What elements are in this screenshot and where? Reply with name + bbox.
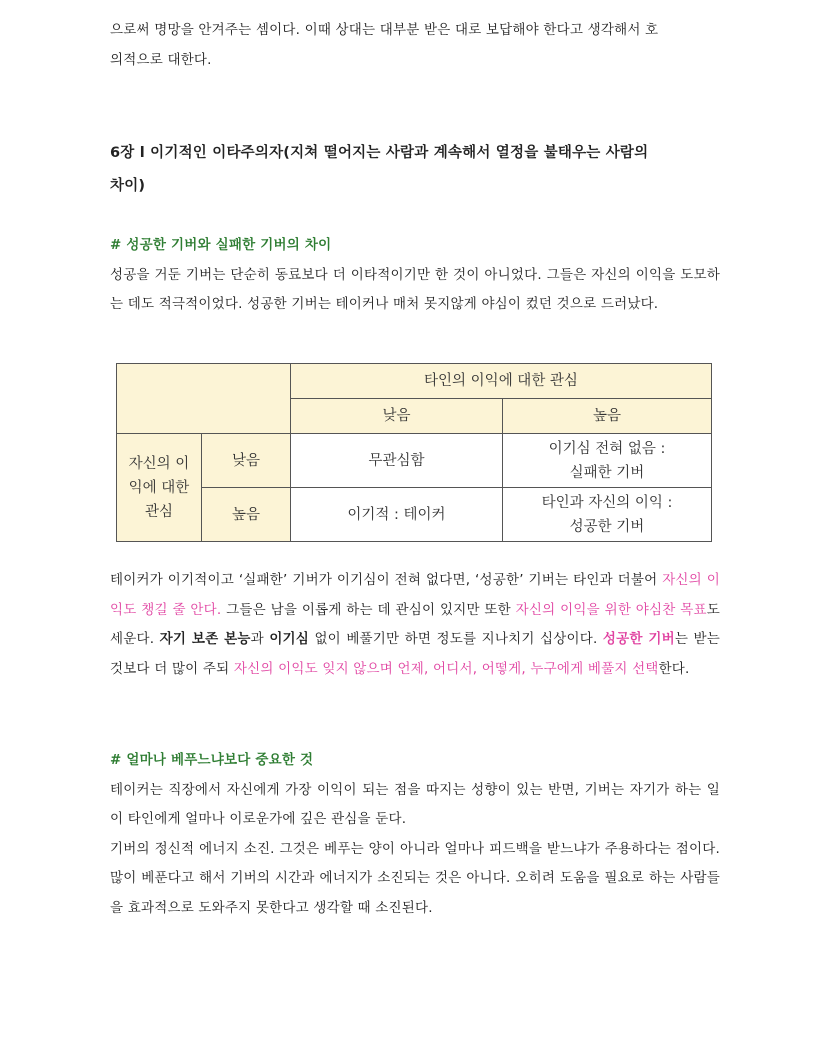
chapter-title-line-1: 6장 l 이기적인 이타주의자(지쳐 떨어지는 사람과 계속해서 열정을 불태우는 사람의 bbox=[110, 145, 649, 161]
col-group-header: 타인의 이익에 대한 관심 bbox=[291, 364, 712, 399]
section-2-paragraph-1: 테이커는 직장에서 자신에게 가장 이익이 되는 점을 따지는 성향이 있는 반면, 기버는 자기가 하는 일이 타인에게 얼마나 이로운가에 깊은 관심을 둔다. bbox=[110, 781, 720, 827]
para2-highlight-2: 자신의 이익을 위한 야심찬 목표 bbox=[515, 601, 707, 618]
row-group-header: 자신의 이익에 대한 관심 bbox=[117, 434, 202, 542]
para2-text-7: 한다. bbox=[658, 660, 690, 677]
cell-low-high bbox=[503, 434, 712, 488]
cell-high-high-line-1: 타인과 자신의 이익 : bbox=[541, 494, 673, 511]
para2-text-3: 도 세운다. bbox=[110, 601, 720, 647]
cell-low-low: 무관심함 bbox=[291, 434, 503, 488]
chapter-title-line-2: 차이) bbox=[110, 178, 146, 194]
interest-matrix-table bbox=[116, 363, 712, 542]
cell-low-high-line-1: 이기심 전혀 없음 : bbox=[548, 440, 666, 457]
col-header-high: 높음 bbox=[503, 399, 712, 434]
cell-high-high-line-2: 성공한 기버 bbox=[569, 518, 645, 535]
para2-text-2: 그들은 남을 이롭게 하는 데 관심이 있지만 또한 bbox=[221, 601, 516, 618]
table-corner-cell bbox=[117, 364, 291, 434]
section-2 bbox=[110, 746, 720, 923]
para2-text-1: 테이커가 이기적이고 ‘실패한’ 기버가 이기심이 전혀 없다면, ‘성공한’ 기버는 타인과 더불어 bbox=[110, 572, 663, 588]
para2-highlight-1: 자신의 이익도 챙길 줄 안다. bbox=[110, 572, 720, 618]
cell-low-high-line-2: 실패한 기버 bbox=[569, 464, 645, 481]
cell-high-high bbox=[503, 488, 712, 542]
section-2-paragraph-2: 기버의 정신적 에너지 소진. 그것은 베푸는 양이 아니라 얼마나 피드백을 받느냐가 주용하다는 점이다. 많이 베푼다고 해서 기버의 시간과 에너지가 소진되는 것은 아니다. 오히려 도움을 필요로 하는 사람들을 효과적으로 도와주지 못한다고 생각할 때 소진된다. bbox=[110, 840, 720, 916]
para2-bold-highlight: 성공한 기버 bbox=[602, 631, 675, 647]
giver-strategy-paragraph bbox=[110, 566, 720, 684]
chapter-title bbox=[110, 137, 720, 203]
section-1-paragraph: 성공을 거둔 기버는 단순히 동료보다 더 이타적이기만 한 것이 아니었다. 그들은 자신의 이익을 도모하는 데도 적극적이었다. 성공한 기버는 테이커나 매처 못지않게 야심이 컸던 것으로 드러났다. bbox=[110, 266, 720, 312]
col-header-low: 낮음 bbox=[291, 399, 503, 434]
para2-bold-1: 자기 보존 본능 bbox=[159, 631, 251, 647]
row-header-high: 높음 bbox=[202, 488, 291, 542]
para2-text-4: 과 bbox=[250, 631, 270, 647]
section-2-heading: # 얼마나 베푸느냐보다 중요한 것 bbox=[110, 752, 314, 768]
para2-bold-2: 이기심 bbox=[269, 631, 310, 647]
intro-line-2: 의적으로 대한다. bbox=[110, 51, 212, 68]
intro-paragraph bbox=[110, 16, 720, 75]
row-header-low: 낮음 bbox=[202, 434, 291, 488]
intro-line-1: 으로써 명망을 안겨주는 셈이다. 이때 상대는 대부분 받은 대로 보답해야 한다고 생각해서 호 bbox=[110, 22, 659, 38]
section-1 bbox=[110, 231, 720, 320]
cell-high-low: 이기적 : 테이커 bbox=[291, 488, 503, 542]
section-1-heading: # 성공한 기버와 실패한 기버의 차이 bbox=[110, 237, 332, 253]
para2-text-6: 는 받는 것보다 더 많이 주되 bbox=[110, 631, 721, 677]
para2-text-5: 없이 베풀기만 하면 정도를 지나치기 십상이다. bbox=[309, 631, 603, 647]
para2-highlight-3: 자신의 이익도 잊지 않으며 언제, 어디서, 어떻게, 누구에게 베풀지 선택 bbox=[233, 660, 659, 677]
